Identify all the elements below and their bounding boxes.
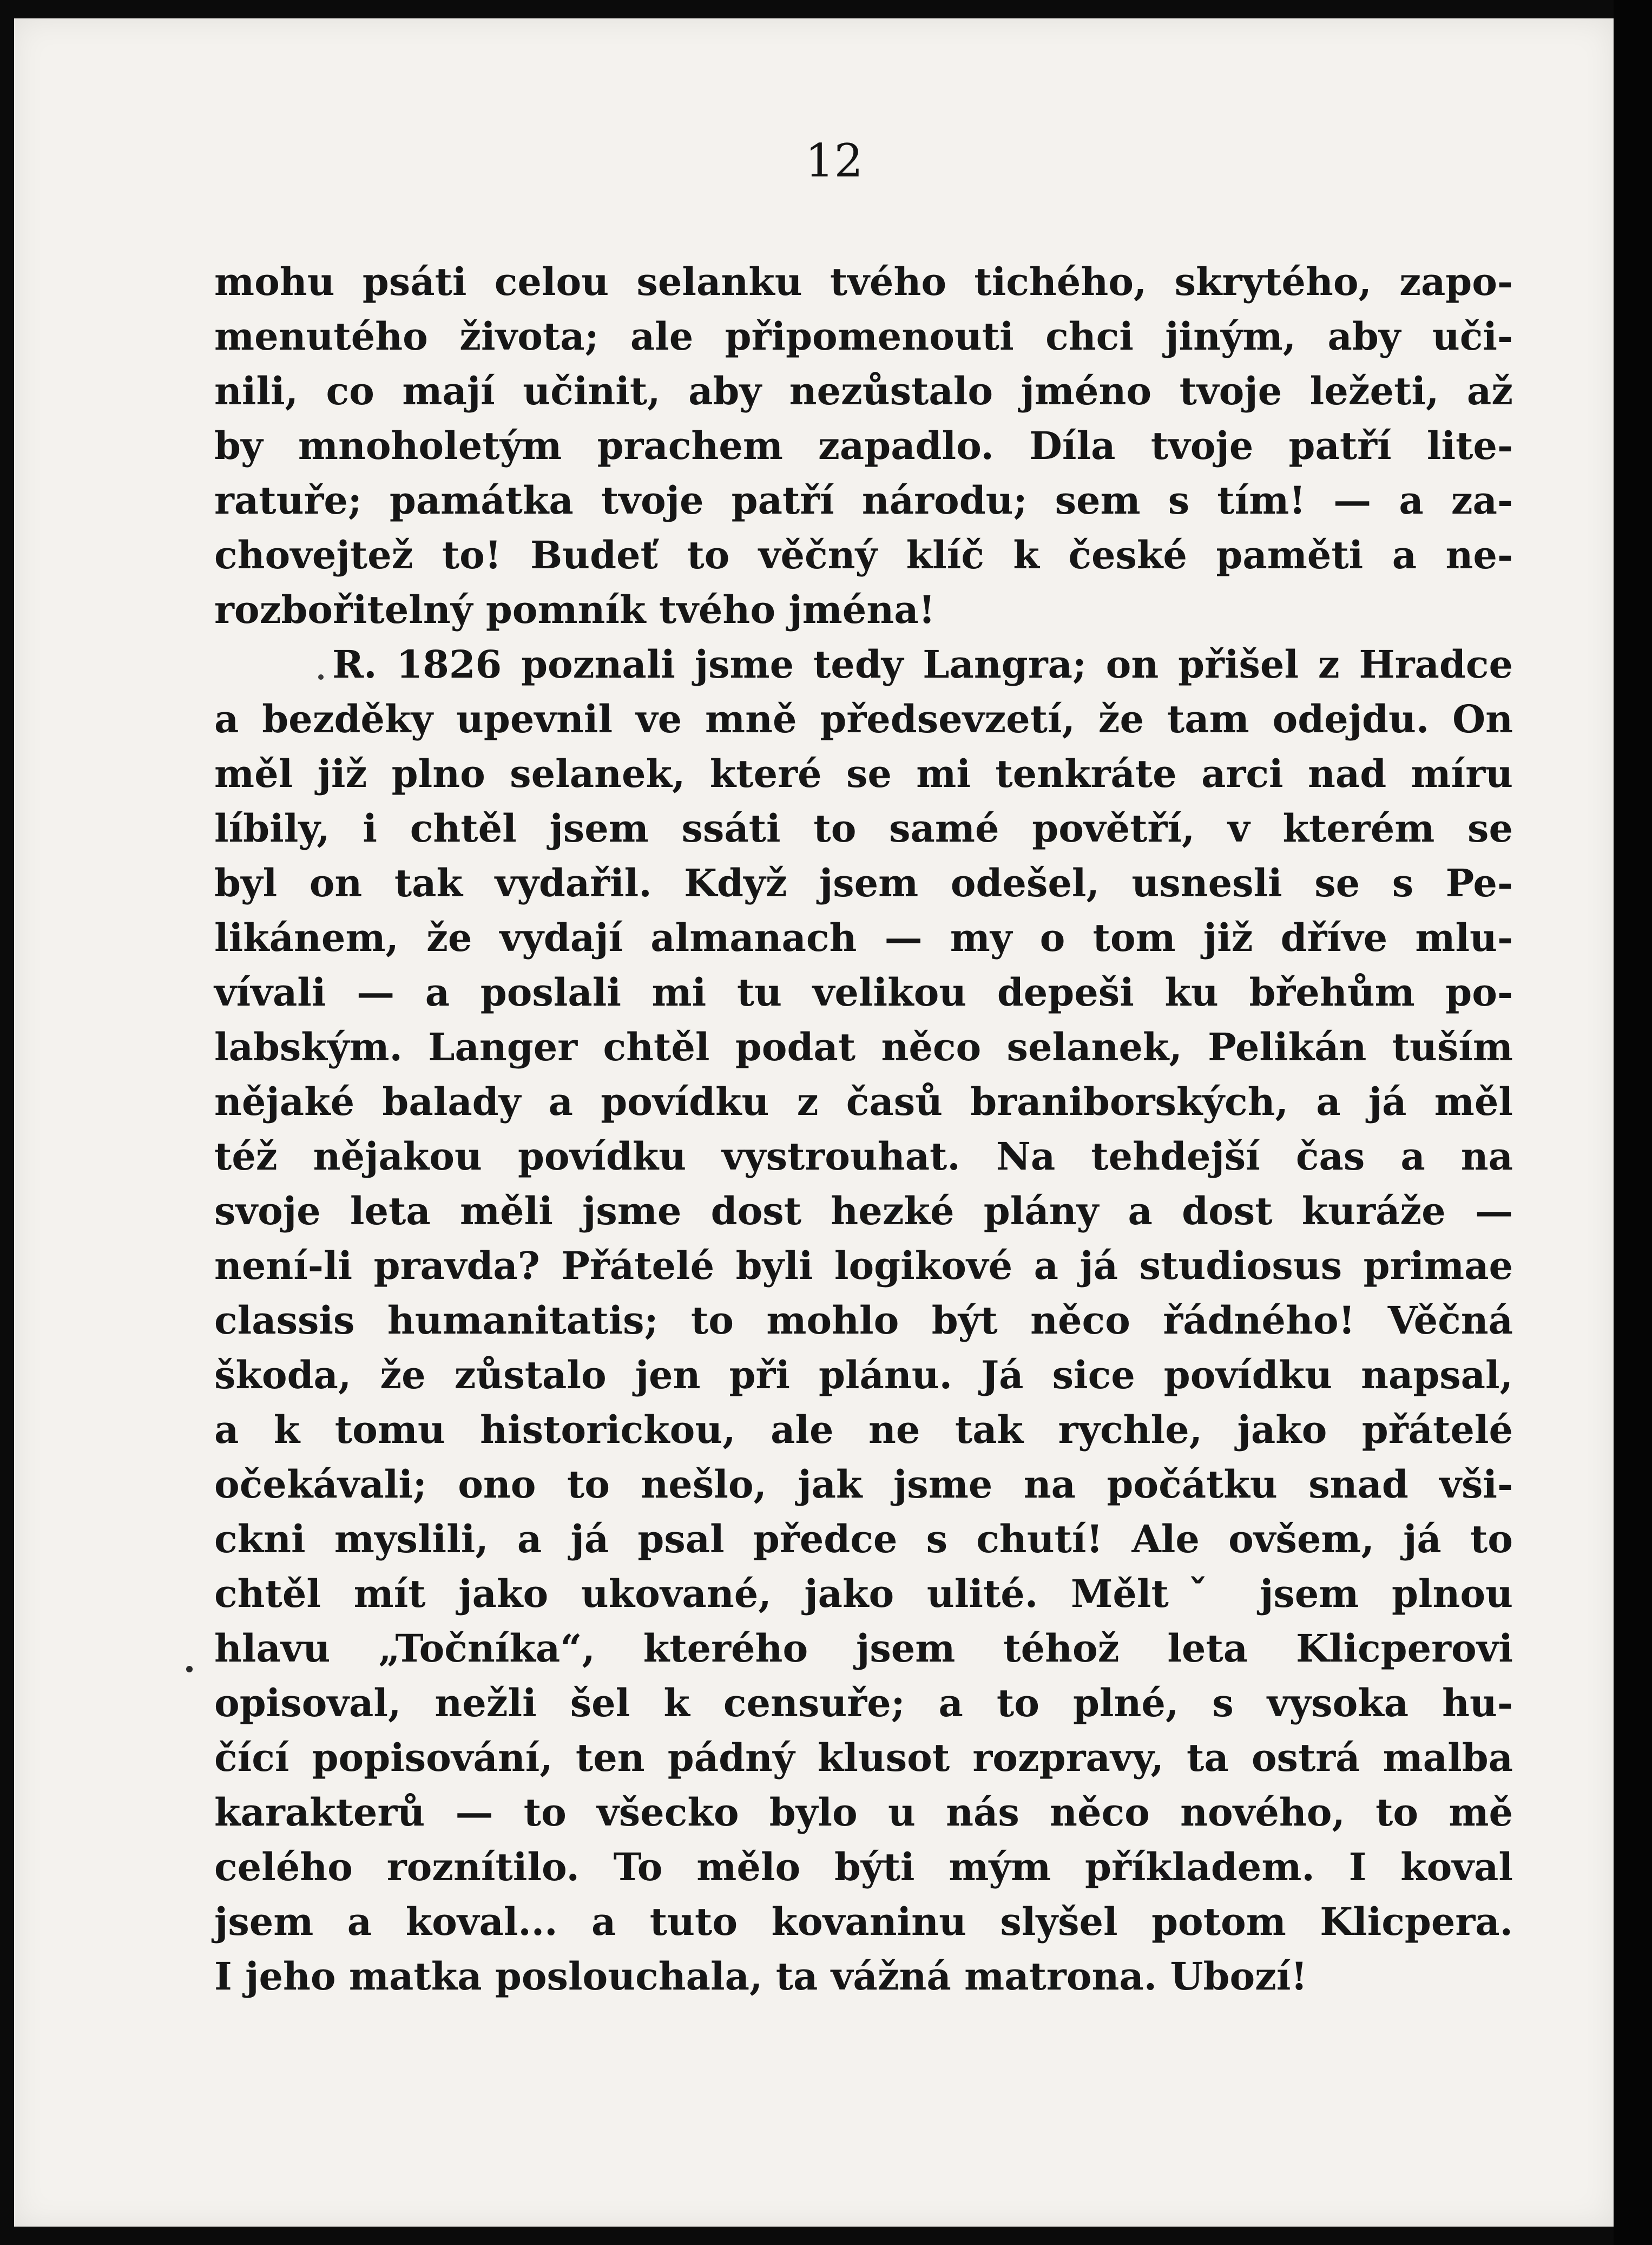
text-line: a k tomu historickou, ale ne tak rychle, jako přátelé — [214, 1407, 1513, 1452]
text-line: R. 1826 poznali jsme tedy Langra; on přišel z Hradce — [332, 642, 1513, 687]
text-line: classis humanitatis; to mohlo být něco řádného! Věčná — [214, 1298, 1513, 1343]
text-line: nějaké balady a povídku z časů braniborských, a já měl — [214, 1079, 1513, 1124]
text-line: chtěl mít jako ukované, jako ulité. Měltˇ jsem plnou — [214, 1571, 1513, 1616]
text-line: škoda, že zůstalo jen při plánu. Já sice povídku napsal, — [214, 1353, 1513, 1397]
text-line: líbily, i chtěl jsem ssáti to samé povětří, v kterém se — [214, 806, 1513, 851]
text-line: též nějakou povídku vystrouhat. Na tehdejší čas a na — [214, 1134, 1513, 1179]
text-line: hlavu „Točníka“, kterého jsem téhož leta Klicperovi — [214, 1626, 1513, 1671]
margin-dot — [186, 1666, 193, 1672]
text-line: labským. Langer chtěl podat něco selanek, Pelikán tuším — [214, 1025, 1513, 1069]
text-line: opisoval, nežli šel k censuře; a to plné, s vysoka hu- — [214, 1681, 1513, 1725]
body-text — [214, 254, 1513, 2004]
text-line: měl již plno selanek, které se mi tenkráte arci nad míru — [214, 751, 1513, 796]
text-line: celého roznítilo. To mělo býti mým příkladem. I koval — [214, 1844, 1513, 1889]
text-line: svoje leta měli jsme dost hezké plány a dost kuráže — — [214, 1189, 1513, 1233]
text-line: ckni myslili, a já psal předce s chutí! Ale ovšem, já to — [214, 1517, 1513, 1561]
text-line: není-li pravda? Přátelé byli logikové a já studiosus primae — [214, 1243, 1513, 1288]
text-line: I jeho matka poslouchala, ta vážná matrona. Ubozí! — [214, 1954, 1308, 1999]
text-line: nili, co mají učinit, aby nezůstalo jméno tvoje ležeti, až — [214, 369, 1513, 413]
text-line: likánem, že vydají almanach — my o tom již dříve mlu- — [214, 915, 1513, 960]
margin-dot — [318, 674, 324, 680]
text-line: čící popisování, ten pádný klusot rozpravy, ta ostrá malba — [214, 1735, 1513, 1780]
text-line: by mnoholetým prachem zapadlo. Díla tvoje patří lite- — [214, 423, 1513, 468]
text-line: menutého života; ale připomenouti chci jiným, aby uči- — [214, 314, 1513, 359]
text-line: a bezděky upevnil ve mně předsevzetí, že tam odejdu. On — [214, 697, 1513, 741]
text-line: mohu psáti celou selanku tvého tichého, skrytého, zapo- — [214, 259, 1513, 304]
text-line: vívali — a poslali mi tu velikou depeši ku břehům po- — [214, 970, 1513, 1015]
text-line: očekávali; ono to nešlo, jak jsme na počátku snad vši- — [214, 1462, 1513, 1507]
page-number: 12 — [805, 134, 863, 187]
text-line: karakterů — to všecko bylo u nás něco nového, to mě — [214, 1790, 1513, 1835]
text-line: byl on tak vydařil. Když jsem odešel, usnesli se s Pe- — [214, 861, 1513, 905]
text-line: jsem a koval... a tuto kovaninu slyšel potom Klicpera. — [214, 1899, 1513, 1944]
text-line: rozbořitelný pomník tvého jména! — [214, 587, 936, 632]
text-line: chovejtež to! Budeť to věčný klíč k české paměti a ne- — [214, 533, 1513, 577]
text-line: ratuře; památka tvoje patří národu; sem s tím! — a za- — [214, 478, 1513, 523]
scan-right-edge — [1614, 0, 1652, 2245]
